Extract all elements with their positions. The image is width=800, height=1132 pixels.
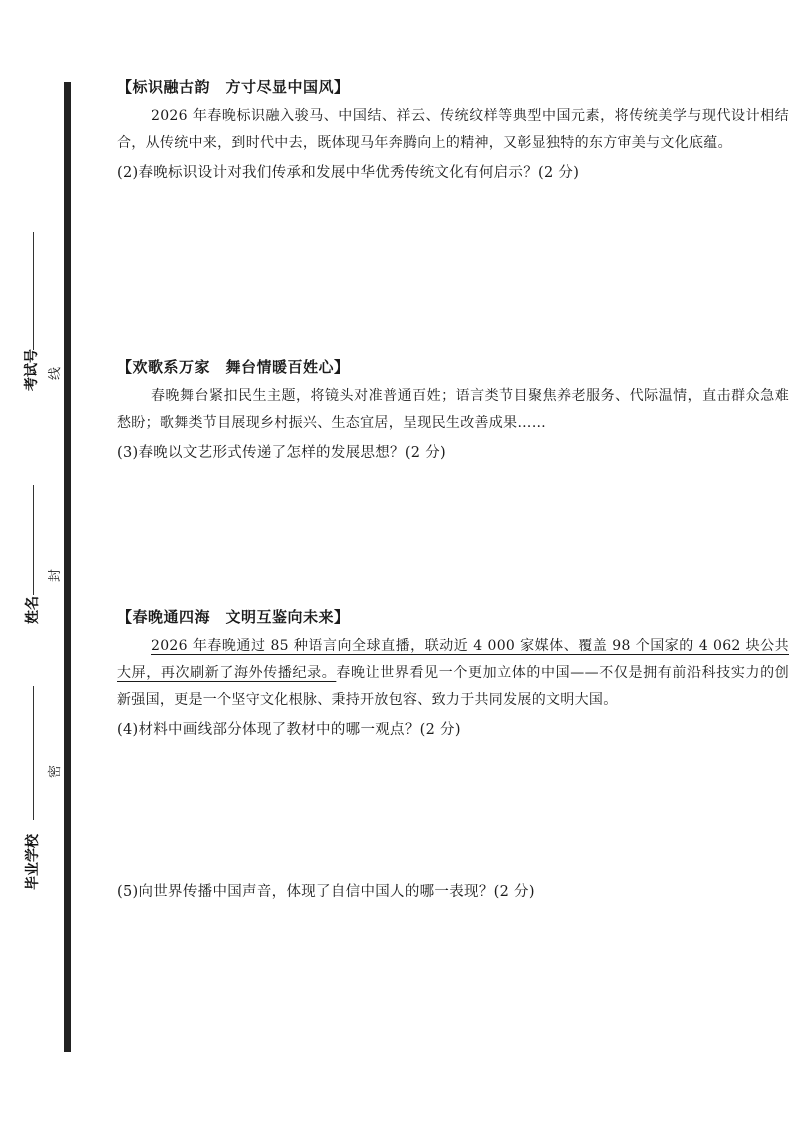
binding-bar [64, 82, 71, 1052]
question-2: (2)春晚标识设计对我们传承和发展中华优秀传统文化有何启示？(2 分) [117, 165, 580, 181]
question-5: (5)向世界传播中国声音，体现了自信中国人的哪一表现？(2 分) [117, 884, 535, 900]
section-question-5 [117, 876, 789, 906]
section-heading: 【欢歌系万家 舞台情暖百姓心】 [117, 358, 350, 376]
school-line [33, 686, 34, 820]
question-3: (3)春晚以文艺形式传递了怎样的发展思想？(2 分) [117, 445, 446, 461]
section-logo [117, 76, 789, 187]
exam-no-label: 考试号 [24, 349, 40, 391]
section-world [117, 606, 789, 744]
school-label: 毕业学校 [25, 834, 41, 890]
section-heading: 【春晚通四海 文明互鉴向未来】 [117, 608, 350, 626]
exam-no-line [33, 232, 34, 350]
question-4: (4)材料中画线部分体现了教材中的哪一观点？(2 分) [117, 722, 461, 738]
section-paragraph: 春晚舞台紧扣民生主题，将镜头对准普通百姓；语言类节目聚焦养老服务、代际温情，直击群众急难愁盼；歌舞类节目展现乡村振兴、生态宜居，呈现民生改善成果…… [117, 388, 789, 431]
section-heading: 【标识融古韵 方寸尽显中国风】 [117, 78, 350, 96]
seal-mark-close: 密 [48, 764, 64, 779]
seal-mark-line: 线 [48, 366, 64, 381]
seal-mark-seal: 封 [48, 568, 64, 583]
section-paragraph: 2026 年春晚标识融入骏马、中国结、祥云、传统纹样等典型中国元素，将传统美学与现代设计相结合，从传统中来，到时代中去，既体现马年奔腾向上的精神，又彰显独特的东方审美与文化底蕴。 [117, 108, 789, 151]
section-paragraph [117, 633, 789, 714]
underlined-text: 2026 年春晚通过 85 种语言向全球直播，联动近 4 000 家媒体、覆盖 98 个国家的 4 062 块公共大屏，再次刷新了海外传播纪录。 [117, 638, 789, 681]
name-line [33, 485, 34, 595]
name-label: 姓名 [25, 596, 41, 624]
paragraph-rest: 春晚让世界看见一个更加立体的中国——不仅是拥有前沿科技实力的创新强国，更是一个坚守文化根脉、秉持开放包容、致力于共同发展的文明大国。 [117, 665, 789, 708]
section-stage [117, 356, 789, 467]
